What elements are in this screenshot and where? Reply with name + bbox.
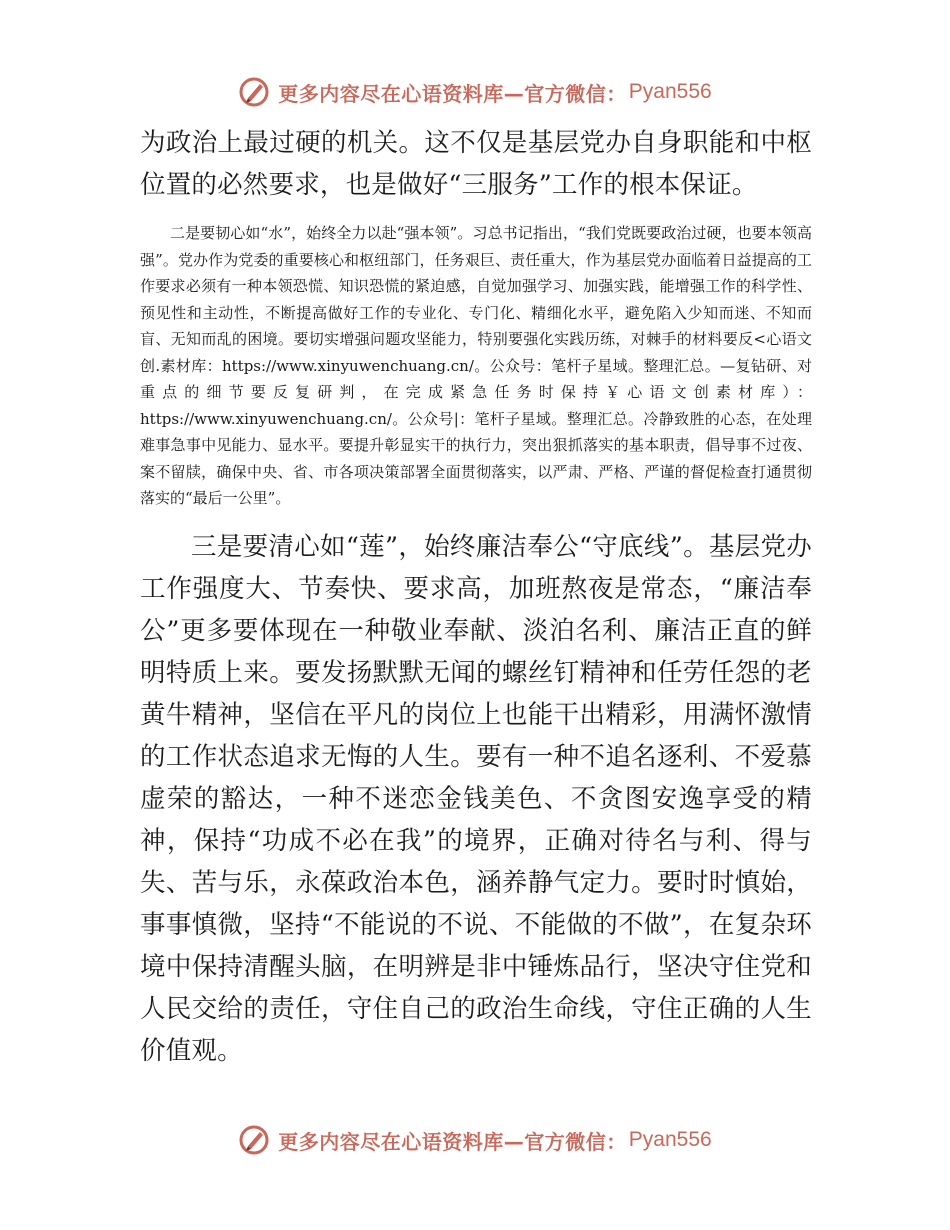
footer-banner xyxy=(0,1120,950,1160)
header-banner xyxy=(0,72,950,112)
red-seal-pen-logo-icon xyxy=(238,75,272,109)
banner-text: 更多内容尽在心语资料库—官方微信： xyxy=(278,1129,627,1154)
banner-wechat-id: Pyan556 xyxy=(628,80,712,103)
banner-wechat-id: Pyan556 xyxy=(628,1128,712,1151)
paragraph-continuation: 为政治上最过硬的机关。这不仅是基层党办自身职能和中枢位置的必然要求，也是做好“三服务”工作的根本保证。 xyxy=(140,128,812,200)
red-seal-pen-logo-icon xyxy=(238,1123,272,1157)
document-body xyxy=(140,122,812,1072)
paragraph-strengthen-ability: 二是要韧心如“水”，始终全力以赴“强本领”。习总书记指出，“我们党既要政治过硬，也要本领高强”。党办作为党委的重要核心和枢纽部门，任务艰巨、责任重大，作为基层党办面临着日益提高的工作要求必须有一种本领恐慌、知识恐慌的紧迫感，自觉加强学习、加强实践，能增强工作的科学性、预见性和主动性，不断提高做好工作的专业化、专门化、精细化水平，避免陷入少知而迷、不知而盲、无知而乱的困境。要切实增强问题攻坚能力，特别要强化实践历练，对棘手的材料要反<心语文创.素材库：https://www.xinyuwenchuang.cn/。公众号：笔杆子星域。整理汇总。—复钻研、对重点的细节要反复研判，在完成紧急任务时保持￥心语文创素材库）：https://www.xinyuwenchuang.cn/。公众号|：笔杆子星域。整理汇总。冷静致胜的心态，在处理难事急事中见能力、显水平。要提升彰显实干的执行力，突出狠抓落实的基本职责，倡导事不过夜、案不留牍，确保中央、省、市各项决策部署全面贯彻落实，以严肃、严格、严谨的督促检查打通贯彻落实的“最后一公里”。 xyxy=(140,224,812,507)
banner-text: 更多内容尽在心语资料库—官方微信： xyxy=(278,81,627,106)
paragraph-integrity: 三是要清心如“莲”，始终廉洁奉公“守底线”。基层党办工作强度大、节奏快、要求高，加班熬夜是常态，“廉洁奉公”更多要体现在一种敬业奉献、淡泊名利、廉洁正直的鲜明特质上来。要发扬默默无闻的螺丝钉精神和任劳任怨的老黄牛精神，坚信在平凡的岗位上也能干出精彩，用满怀激情的工作状态追求无悔的人生。要有一种不追名逐利、不爱慕虚荣的豁达，一种不迷恋金钱美色、不贪图安逸享受的精神，保持“功成不必在我”的境界，正确对待名与利、得与失、苦与乐，永葆政治本色，涵养静气定力。要时时慎始，事事慎微，坚持“不能说的不说、不能做的不做”，在复杂环境中保持清醒头脑，在明辨是非中锤炼品行，坚决守住党和人民交给的责任，守住自己的政治生命线，守住正确的人生价值观。 xyxy=(140,531,812,1066)
